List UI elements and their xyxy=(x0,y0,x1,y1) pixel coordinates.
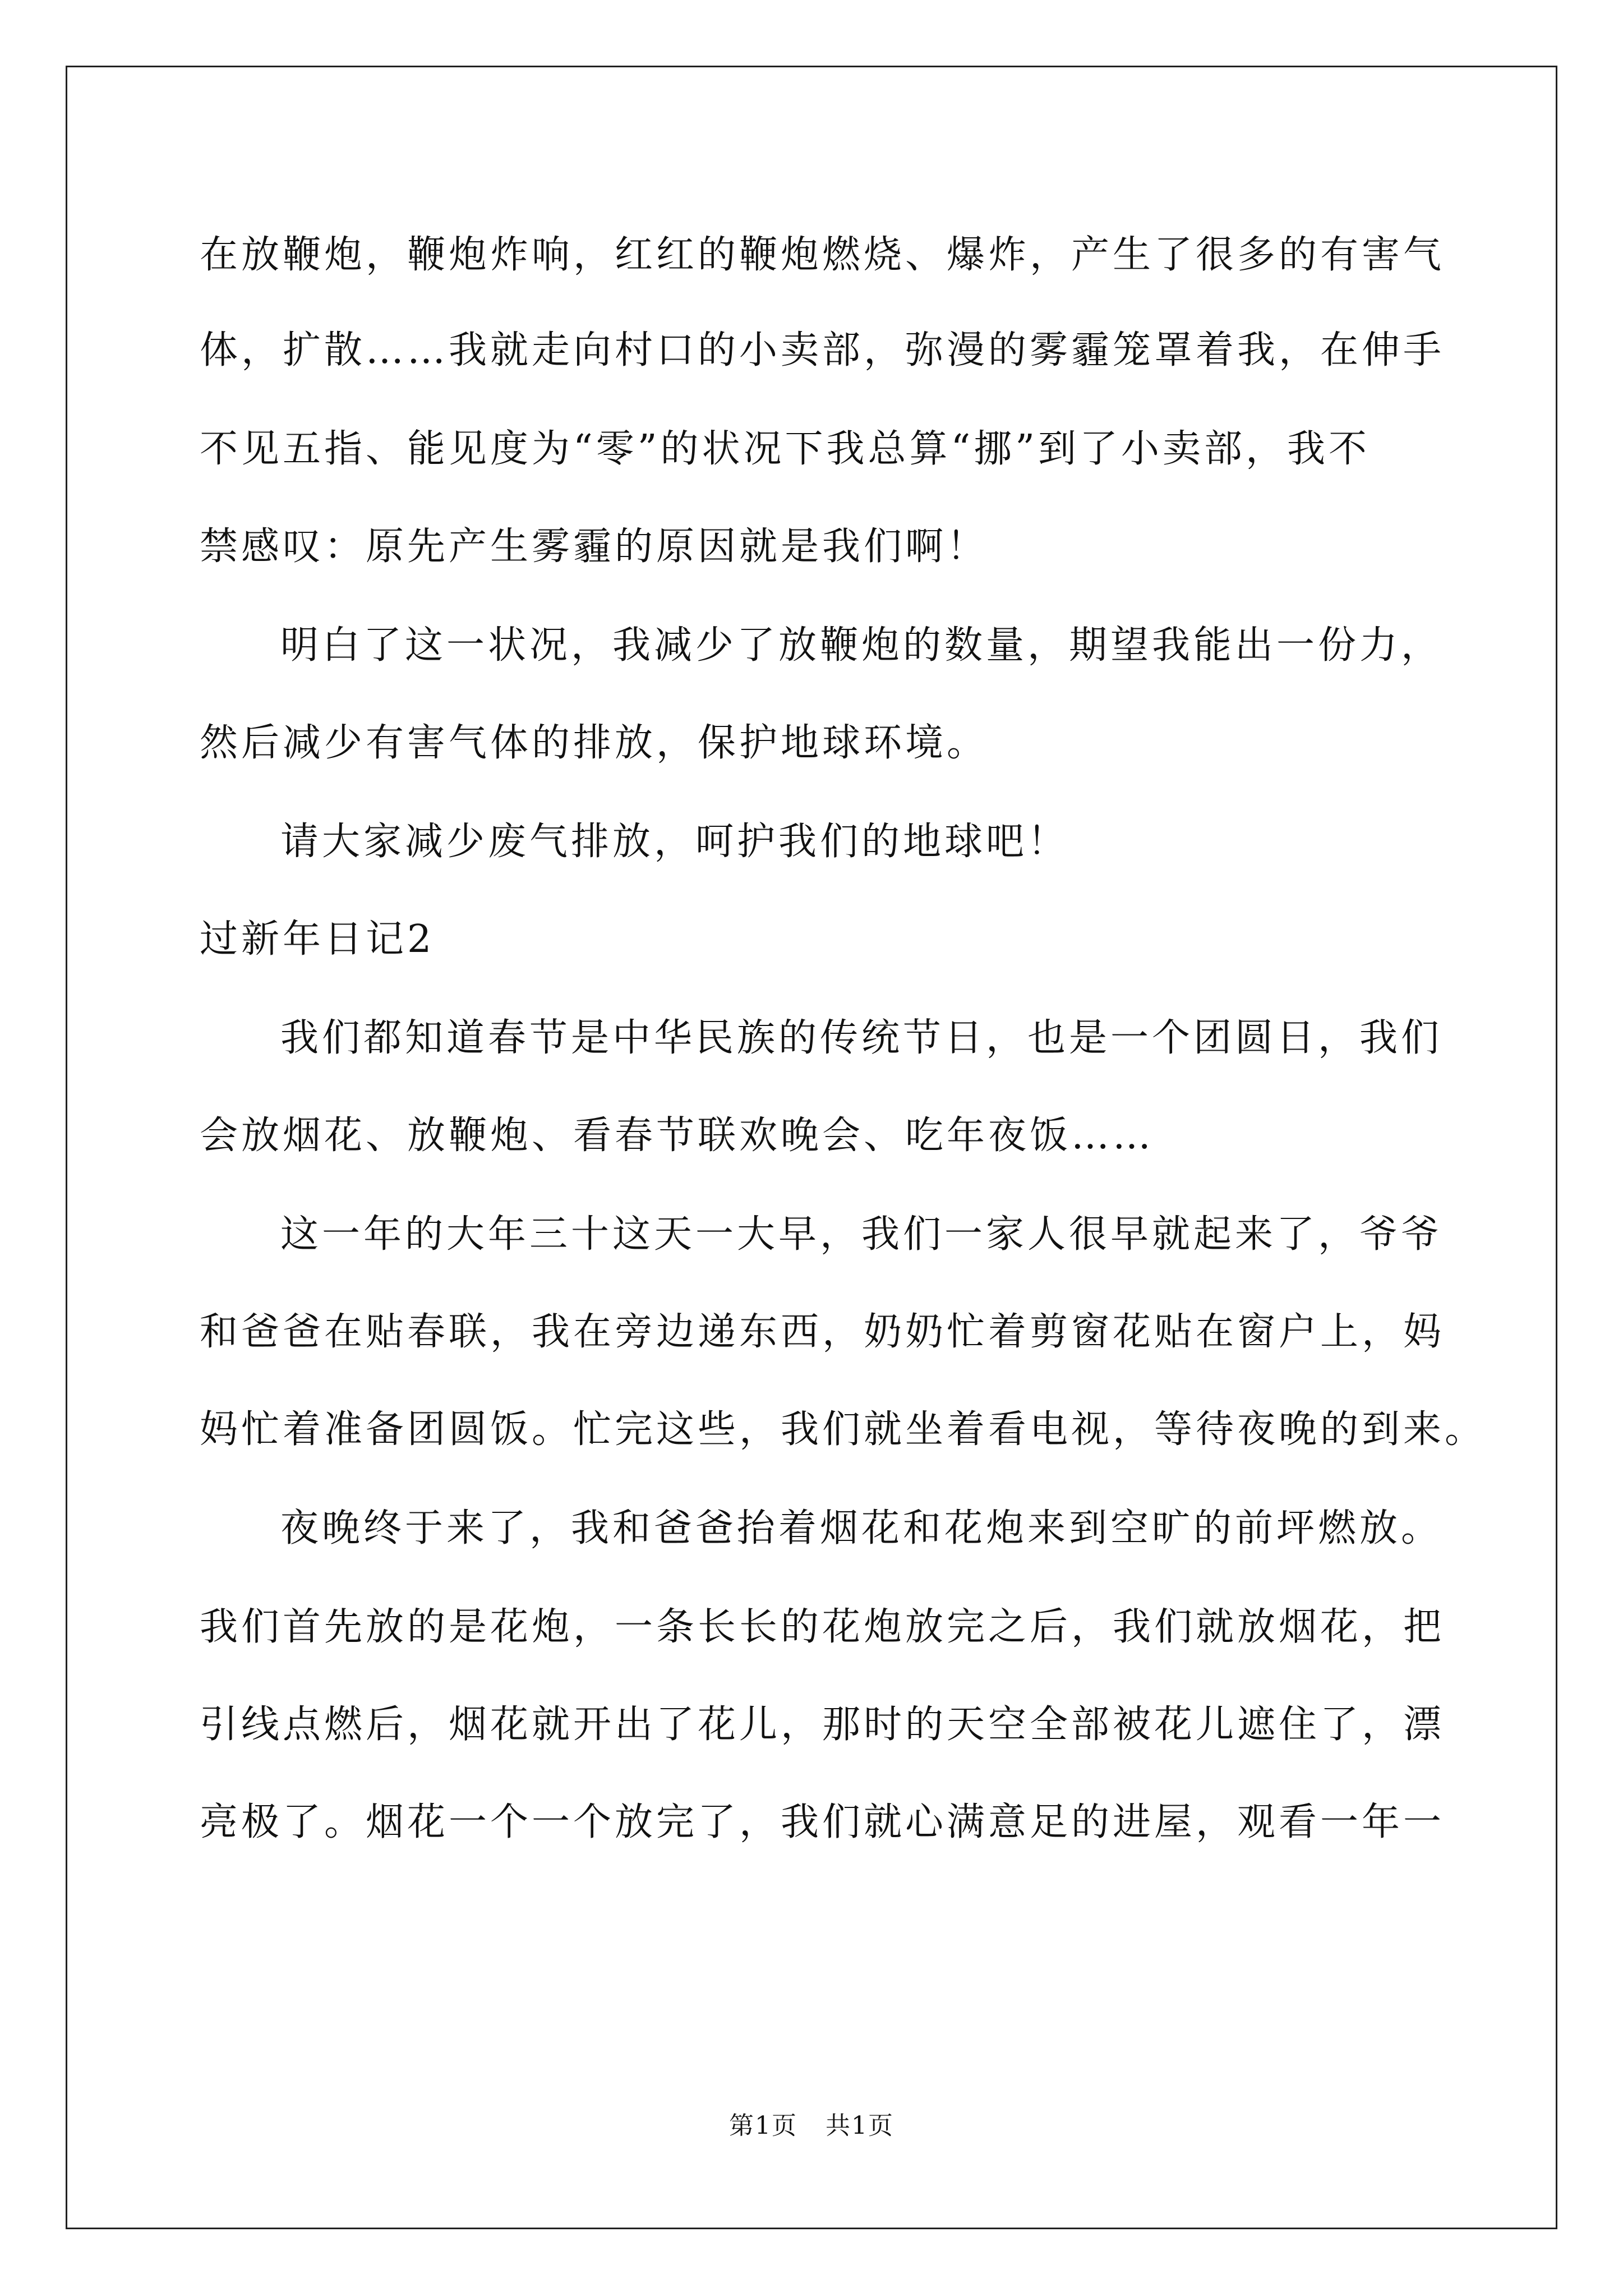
paragraph-line: 在放鞭炮，鞭炮炸响，红红的鞭炮燃烧、爆炸，产生了很多的有害气 xyxy=(200,233,1445,277)
paragraph-line: 我们都知道春节是中华民族的传统节日，也是一个团圆日，我们 xyxy=(280,1016,1443,1060)
paragraph-line: 夜晚终于来了，我和爸爸抬着烟花和花炮来到空旷的前坪燃放。 xyxy=(280,1506,1443,1550)
paragraph-line: 亮极了。烟花一个一个放完了，我们就心满意足的进屋，观看一年一 xyxy=(200,1800,1445,1844)
paragraph-line: 妈忙着准备团圆饭。忙完这些，我们就坐着看电视，等待夜晚的到来。 xyxy=(200,1407,1487,1452)
page-number: 第1页 xyxy=(729,2111,797,2140)
paragraph-line: 引线点燃后，烟花就开出了花儿，那时的天空全部被花儿遮住了，漂 xyxy=(200,1703,1445,1747)
section-heading: 过新年日记2 xyxy=(200,917,435,961)
paragraph-line: 体，扩散……我就走向村口的小卖部，弥漫的雾霾笼罩着我，在伸手 xyxy=(200,328,1445,372)
paragraph-line: 请大家减少废气排放，呵护我们的地球吧！ xyxy=(280,820,1069,864)
paragraph-line: 我们首先放的是花炮，一条长长的花炮放完之后，我们就放烟花，把 xyxy=(200,1605,1445,1649)
paragraph-line: 然后减少有害气体的排放，保护地球环境。 xyxy=(200,721,989,765)
paragraph-line: 这一年的大年三十这天一大早，我们一家人很早就起来了，爷爷 xyxy=(280,1212,1443,1257)
paragraph-line: 和爸爸在贴春联，我在旁边递东西，奶奶忙着剪窗花贴在窗户上，妈 xyxy=(200,1310,1445,1354)
paragraph-line: 明白了这一状况，我减少了放鞭炮的数量，期望我能出一份力， xyxy=(280,623,1443,668)
paragraph-line: 会放烟花、放鞭炮、看春节联欢晚会、吃年夜饭…… xyxy=(200,1114,1155,1158)
page-footer xyxy=(0,2109,1623,2143)
paragraph-line: 不见五指、能见度为“零”的状况下我总算“挪”到了小卖部，我不 xyxy=(200,427,1371,471)
paragraph-line: 禁感叹：原先产生雾霾的原因就是我们啊！ xyxy=(200,524,989,569)
page-total: 共1页 xyxy=(826,2111,894,2140)
